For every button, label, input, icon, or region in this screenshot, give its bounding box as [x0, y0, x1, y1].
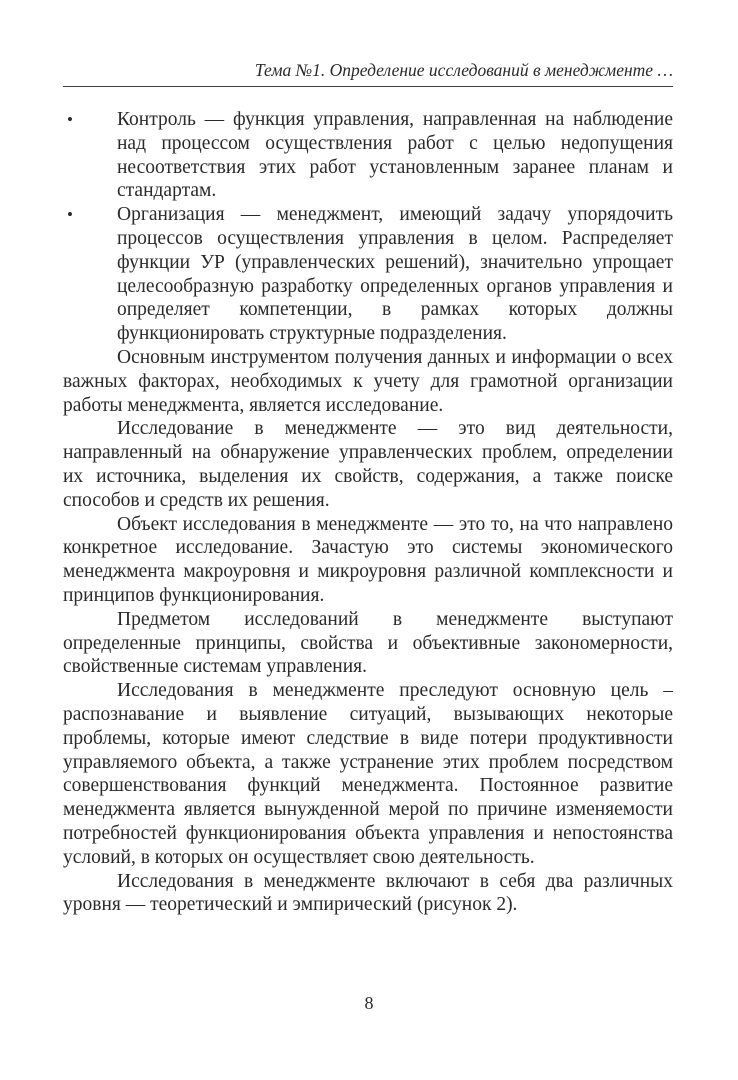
running-header: Тема №1. Определение исследований в менеджменте …	[63, 60, 673, 87]
paragraph-research-goal: Исследования в менеджменте преследуют основную цель – распознавание и выявление ситуаций, вызывающих некоторые проблемы, которые имеют следствие в виде потери продуктивности управляемого объекта, а также устранение этих проблем посредством совершенствования функций менеджмента. Постоянное развитие менеджмента является вынужденной мерой по причине изменяемости потребностей функционирования объекта управления и непостоянства условий, в которых он осуществляет свою деятельность.	[63, 680, 673, 868]
page-body	[63, 108, 673, 917]
page-number: 8	[364, 993, 374, 1013]
bullet-item-organization	[63, 203, 673, 346]
bullet-marker: •	[67, 110, 73, 129]
bullet-item-control	[63, 108, 673, 203]
bullet-text: Контроль — функция управления, направленная на наблюдение над процессом осуществления работ с целью недопущения несоответствия этих работ установленным заранее планам и стандартам.	[117, 109, 673, 202]
bullet-text: Организация — менеджмент, имеющий задачу упорядочить процессов осуществления управления в целом. Распределяет функции УР (управленческих решений), значительно упрощает целесообразную разработку определенных органов управления и определяет компетенции, в рамках которых должны функционировать структурные подразделения.	[117, 204, 673, 345]
bullet-list	[63, 108, 673, 346]
paragraph-research-object: Объект исследования в менеджменте — это то, на что направлено конкретное исследование. Зачастую это системы экономического менеджмента макроуровня и микроуровня различной комплексности и принципов функционирования.	[63, 513, 673, 606]
paragraph-research-levels: Исследования в менеджменте включают в себя два различных уровня — теоретический и эмпирический (рисунок 2).	[63, 870, 673, 916]
bullet-marker: •	[67, 205, 73, 225]
paragraph-research-subject: Предметом исследований в менеджменте выступают определенные принципы, свойства и объективные закономерности, свойственные системам управления.	[63, 608, 673, 678]
paragraph-research-definition: Исследование в менеджменте — это вид деятельности, направленный на обнаружение управленческих проблем, определении их источника, выделения их свойств, содержания, а также поиске способов и средств их решения.	[63, 418, 673, 511]
paragraph-main-tool: Основным инструментом получения данных и информации о всех важных факторах, необходимых к учету для грамотной организации работы менеджмента, является исследование.	[63, 346, 673, 416]
